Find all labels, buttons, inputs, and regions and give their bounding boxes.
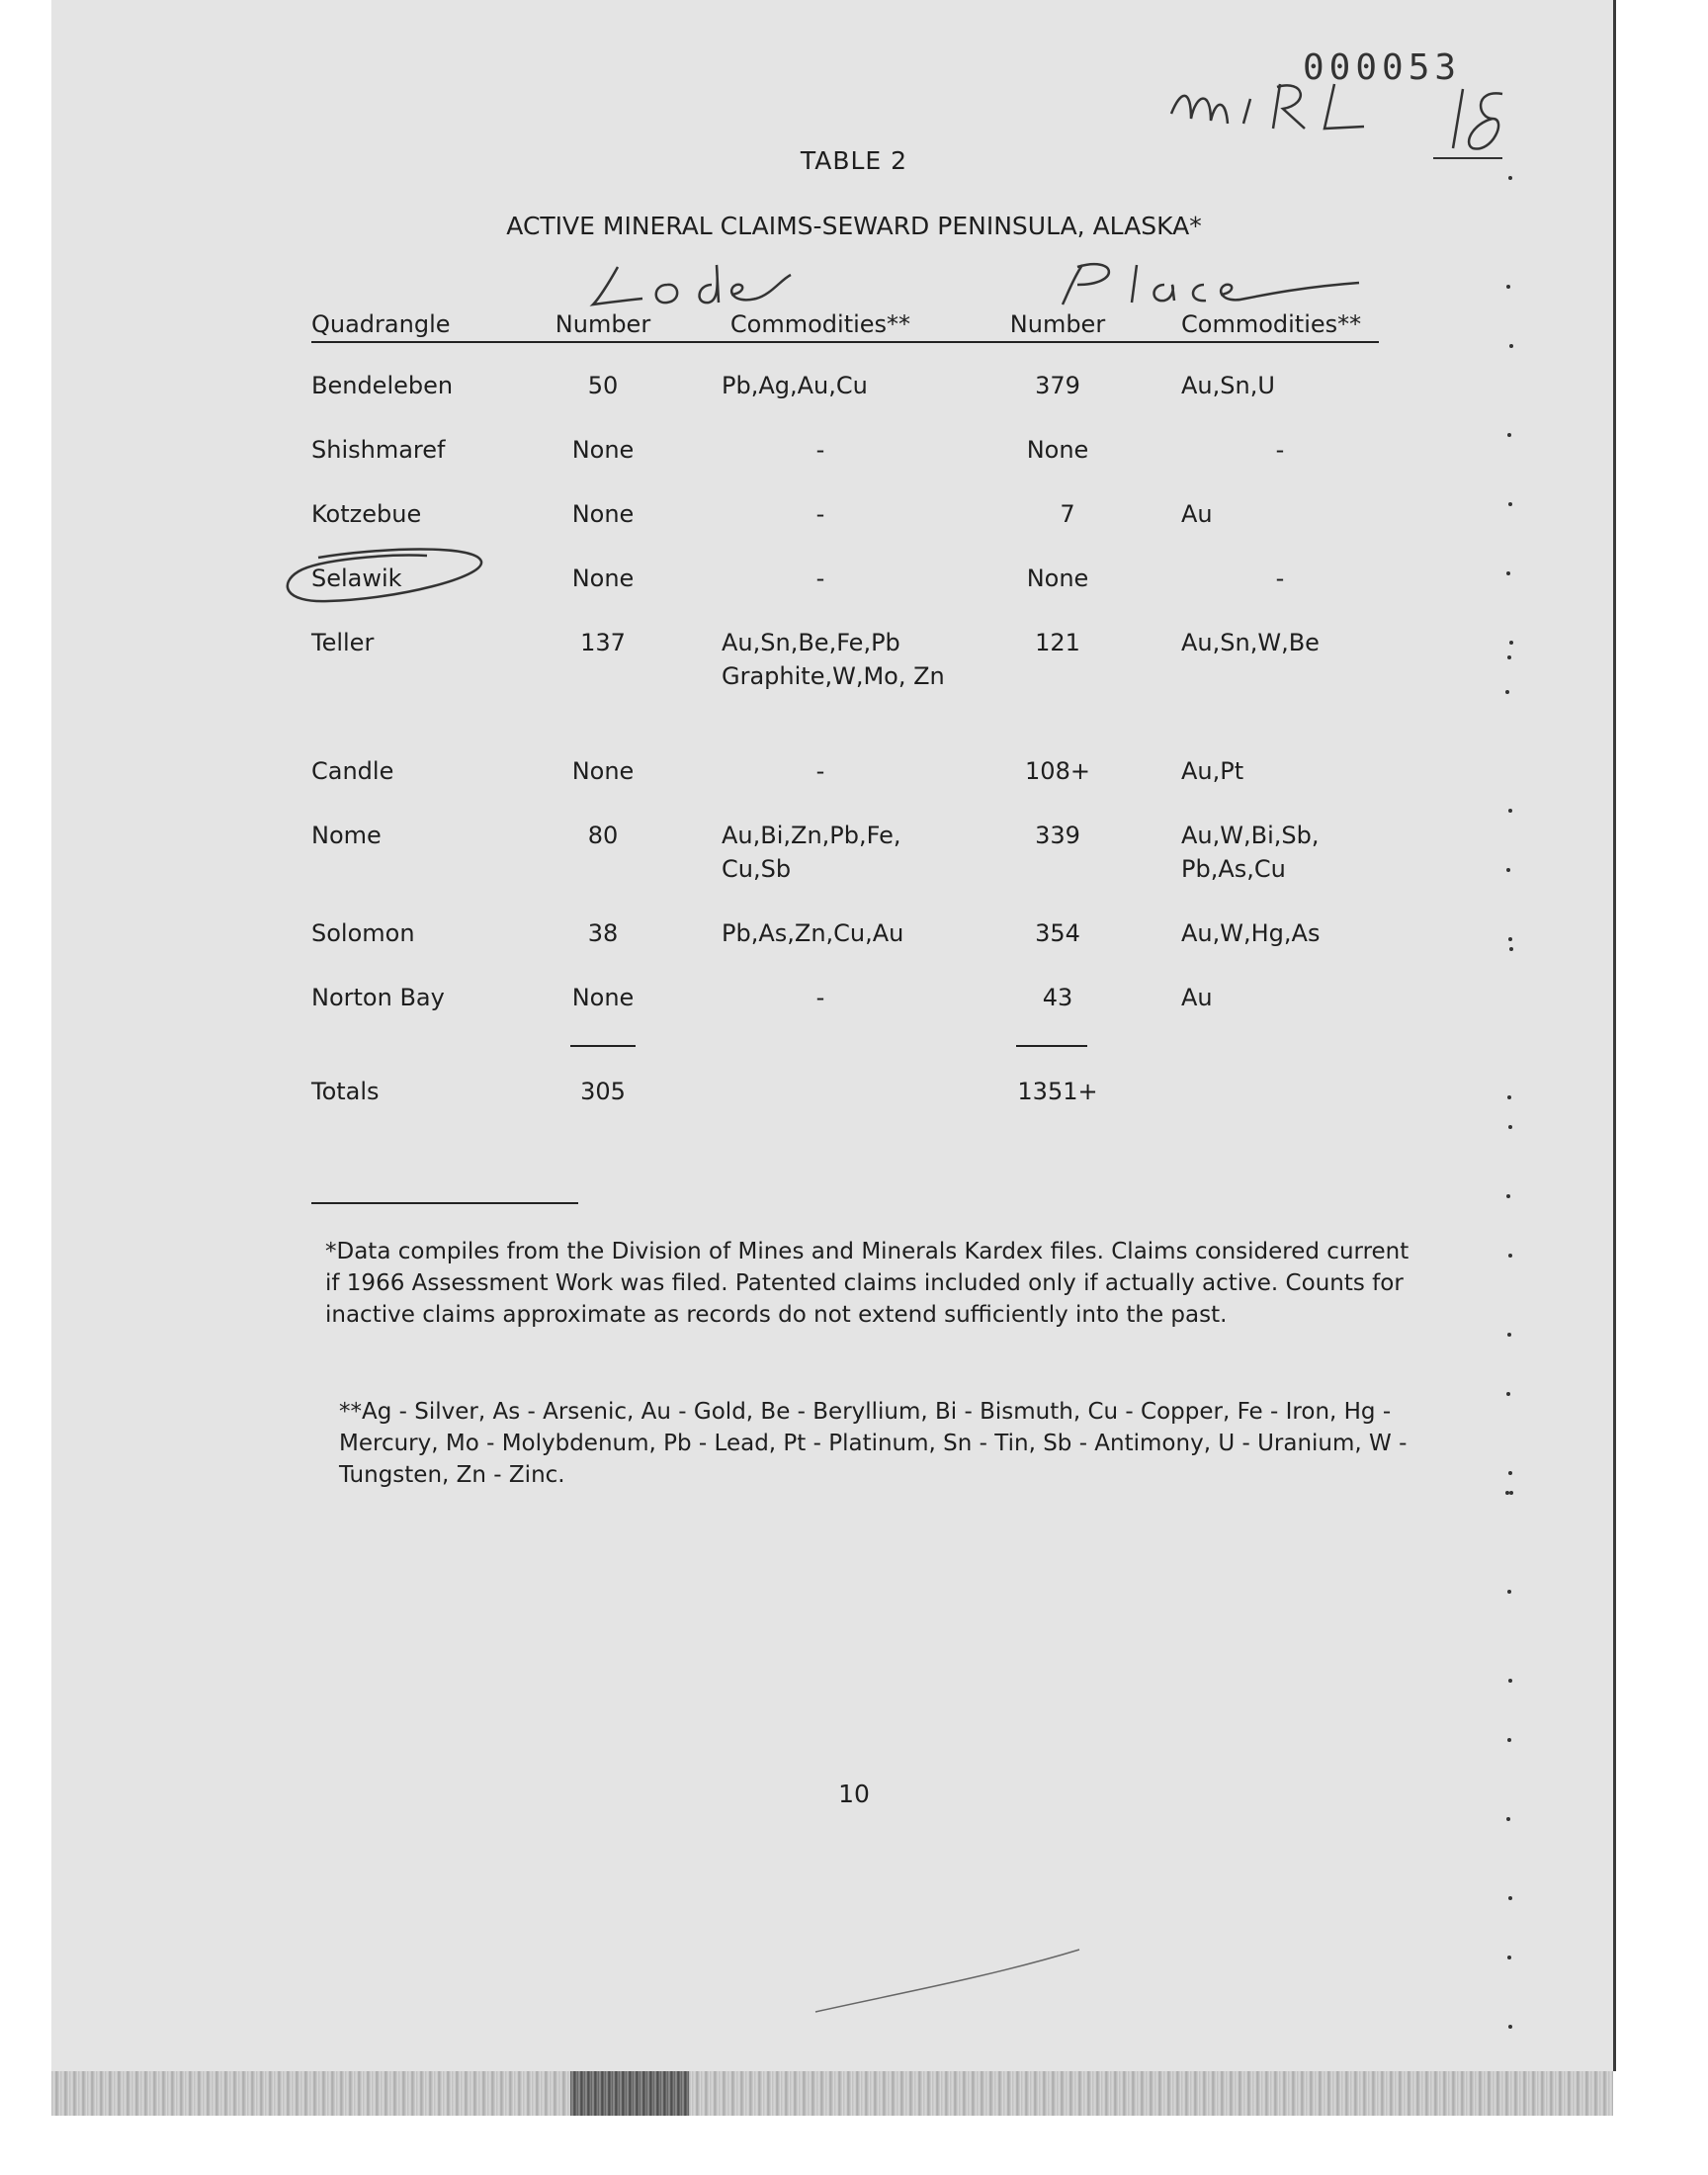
row-placer-commodities: Au,Sn,W,Be <box>1181 629 1320 656</box>
stray-pencil-stroke <box>811 1938 1087 2017</box>
footnote-rule <box>311 1202 578 1204</box>
header-lode-commodities: Commodities** <box>729 310 911 338</box>
row-quadrangle: Solomon <box>311 919 415 947</box>
row-placer-commodities: - <box>1275 565 1285 592</box>
handwritten-circle-mark <box>279 544 486 609</box>
row-quadrangle: Shishmaref <box>311 436 446 464</box>
row-lode-commodities: - <box>815 436 825 464</box>
row-lode-commodities: Au,Sn,Be,Fe,Pb Graphite,W,Mo, Zn <box>722 629 945 690</box>
row-lode-commodities: Pb,Ag,Au,Cu <box>722 372 868 399</box>
header-placer-commodities: Commodities** <box>1181 310 1362 338</box>
row-quadrangle: Nome <box>311 822 382 849</box>
placer-sum-rule <box>1016 1045 1087 1047</box>
row-lode-commodities: - <box>815 757 825 785</box>
row-placer-commodities: Au,Sn,U <box>1181 372 1275 399</box>
footnote-data-source: *Data compiles from the Division of Mines and Minerals Kardex files. Claims considered current if 1966 Assessment Work was filed. Patented claims included only if actually active. Counts for inactive claims approximate as records do not extend sufficiently into the past. <box>325 1239 1409 1328</box>
row-lode-number: 137 <box>580 629 626 656</box>
row-placer-number: 121 <box>1035 629 1080 656</box>
row-quadrangle: Candle <box>311 757 394 785</box>
row-lode-commodities: Pb,As,Zn,Cu,Au <box>722 919 904 947</box>
row-lode-number: None <box>571 565 635 592</box>
header-lode-number: Number <box>555 310 651 338</box>
row-lode-number: 80 <box>587 822 619 849</box>
table-caption: TABLE 2 <box>800 146 908 175</box>
table-row <box>0 981 1708 1080</box>
handwritten-placer-annotation <box>1048 255 1364 314</box>
row-placer-commodities: Au <box>1181 500 1213 528</box>
row-placer-commodities: Au,W,Bi,Sb, Pb,As,Cu <box>1181 822 1320 883</box>
table-row <box>0 819 1708 898</box>
row-placer-commodities: Au <box>1181 984 1213 1011</box>
totals-placer-number: 1351+ <box>1017 1078 1098 1105</box>
page-number: 10 <box>838 1780 870 1808</box>
footnote-commodity-key: **Ag - Silver, As - Arsenic, Au - Gold, Be - Beryllium, Bi - Bismuth, Cu - Copper, Fe - Iron, Hg - Mercury, Mo - Molybdenum, Pb - Lead, Pt - Platinum, Sn - Tin, Sb - Antimony, U - Uranium, W - Tungsten, Zn - Zinc. <box>339 1399 1408 1488</box>
row-placer-number: 354 <box>1035 919 1080 947</box>
row-placer-number: None <box>1026 436 1089 464</box>
lode-sum-rule <box>570 1045 636 1047</box>
row-placer-number: 7 <box>1060 500 1075 528</box>
scanner-edge-strip <box>51 2071 1613 2116</box>
row-lode-number: 38 <box>587 919 619 947</box>
row-lode-commodities: Au,Bi,Zn,Pb,Fe, Cu,Sb <box>722 822 901 883</box>
row-quadrangle: Norton Bay <box>311 984 445 1011</box>
row-placer-number: 379 <box>1035 372 1080 399</box>
row-lode-number: None <box>571 500 635 528</box>
row-placer-number: 108+ <box>1025 757 1090 785</box>
row-lode-number: None <box>571 757 635 785</box>
header-underline <box>311 341 1379 343</box>
table-row <box>0 626 1708 725</box>
row-quadrangle: Bendeleben <box>311 372 454 399</box>
totals-lode-number: 305 <box>580 1078 626 1105</box>
totals-label: Totals <box>311 1078 380 1105</box>
stamp-number: 000053 <box>1303 47 1462 88</box>
handwritten-lode-annotation <box>588 255 796 314</box>
row-quadrangle: Kotzebue <box>311 500 422 528</box>
row-placer-number: 43 <box>1042 984 1073 1011</box>
row-lode-commodities: - <box>815 565 825 592</box>
row-placer-commodities: - <box>1275 436 1285 464</box>
row-placer-commodities: Au,W,Hg,As <box>1181 919 1321 947</box>
totals-row <box>0 1075 1708 1174</box>
row-quadrangle: Teller <box>311 629 375 656</box>
row-lode-number: None <box>571 984 635 1011</box>
scanner-dark-band <box>570 2071 689 2116</box>
row-placer-commodities: Au,Pt <box>1181 757 1244 785</box>
row-placer-number: 339 <box>1035 822 1080 849</box>
row-lode-number: 50 <box>587 372 619 399</box>
row-placer-number: None <box>1026 565 1089 592</box>
header-placer-number: Number <box>1009 310 1106 338</box>
header-quadrangle: Quadrangle <box>311 310 451 338</box>
row-quadrangle: Selawik <box>311 565 402 592</box>
row-lode-number: None <box>571 436 635 464</box>
document-title: ACTIVE MINERAL CLAIMS-SEWARD PENINSULA, ALASKA* <box>506 212 1202 240</box>
row-lode-commodities: - <box>815 500 825 528</box>
row-lode-commodities: - <box>815 984 825 1011</box>
